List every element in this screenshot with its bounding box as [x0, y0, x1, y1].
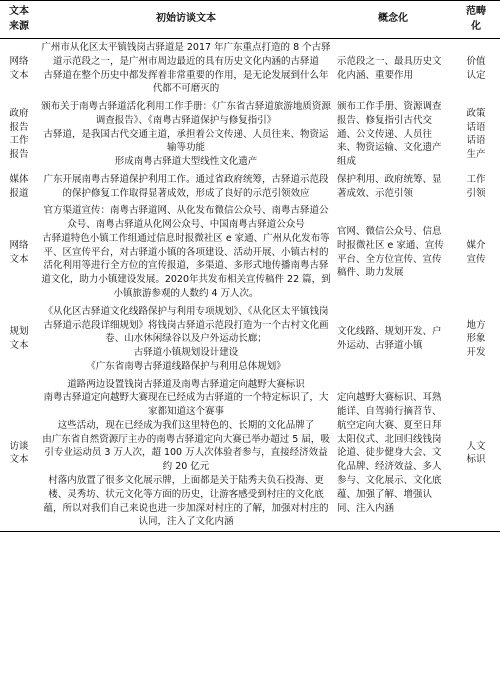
- text-cell: 广州市从化区太平镇钱岗古驿道是 2017 年广东重点打造的 8 个古驿道示范段之一，是广州市周边最近的具有历史文化内涵的古驿道 古驿道在整个历史中都发挥着非常重要的作用，是无论发展到什么年代都不可磨灭的: [41, 42, 331, 95]
- table-row: [0, 202, 500, 302]
- table-row: [0, 171, 500, 203]
- source-cell: 政府 报告 工作 报告: [9, 107, 29, 161]
- text-cell: 《从化区古驿道文化线路保护与利用专项规划》、《从化区太平镇钱岗古驿道示范段详细规划》将钱岗古驿道示范段打造为一个古村文化画卷、山水休闲绿谷以及户外运动长廊； 古驿道小镇规划设计建设 《广东省南粤古驿道线路保护与利用总体规划》: [43, 305, 329, 372]
- header-row: [0, 1, 500, 39]
- table-row: [0, 98, 500, 171]
- category-cell: 政策 话语 话语 生产: [466, 107, 486, 161]
- text-cell: 颁布关于南粤古驿道活化利用工作手册：《广东省古驿道旅游地质资源调查报告》、《南粤古驿道保护与修复指引》 古驿道，是我国古代交通主道，承担着公文传递、人员往来、物资运输等功能 形成南粤古驿道大型线性文化遗产: [41, 101, 331, 168]
- table-row: [0, 376, 500, 532]
- source-cell: 网络 文本: [9, 55, 29, 81]
- text-cell: 道路两边设置钱岗古驿道及南粤古驿道定向越野大赛标识 南粤古驿道定向越野大赛现在已经成为古驿道的一个特定标识了，大家都知道这个赛事 这些活动，现在已经成为我们这里特色的、长期的文化品牌了 由广东省自然资源厅主办的南粤古驿道定向大赛已举办超过 5 届，吸引专业运动员 3 万人次，超 100 万人次体验者参与，直接经济效益约 20 亿元 村落内放置了很多文化展示牌，上面都是关于陆秀夫负石投海、更楼、灵秀坊、状元文化等方面的历史，让游客感受到村庄的文化底蕴，所以对我们自己来说也进一步加深对村庄的了解，加强对村庄的认同，注入了文化内涵: [38, 376, 334, 532]
- concept-cell: 示范段之一、最具历史文化内涵、重要作用: [337, 55, 442, 81]
- concept-cell: 文化线路、规划开发、户外运动、古驿道小镇: [337, 326, 442, 352]
- category-cell: 价值 认定: [466, 55, 486, 81]
- source-cell: 访谈 文本: [0, 376, 38, 532]
- source-cell: 媒体 报道: [9, 173, 29, 199]
- header-text: 初始访谈文本: [38, 1, 334, 39]
- concept-cell: 保护利用、政府统筹、显著成效、示范引领: [337, 173, 442, 199]
- category-cell: 媒介 宣传: [466, 239, 486, 265]
- header-source: 文本 来源: [0, 1, 38, 39]
- category-cell: 人文 标识: [452, 376, 500, 532]
- header-category: 范畴 化: [452, 1, 500, 39]
- table-row: [0, 303, 500, 376]
- text-cell: 广东开展南粤古驿道保护利用工作。通过省政府统筹，古驿道示范段的保护修复工作取得显著成效，形成了良好的示范引领效应: [43, 173, 329, 199]
- concept-cell: 颁布工作手册、资源调查报告、修复指引古代交通、公文传递、人员往来、物资运输、文化遗产组成: [337, 101, 442, 168]
- category-cell: 工作 引领: [466, 173, 486, 199]
- source-cell: 网络 文本: [9, 239, 29, 265]
- source-cell: 规划 文本: [9, 326, 29, 352]
- category-cell: 地方 形象 开发: [466, 319, 486, 359]
- table-row: [0, 39, 500, 99]
- header-concept: 概念化: [334, 1, 452, 39]
- concept-cell: 定向越野大赛标识、耳熟能详、自驾骑行摘苕节、航空定向大赛、夏至日拜太阳仪式、北回归线钱岗论道、徒步健身大会、文化品牌、经济效益、多人参与、文化展示、文化底蕴、加强了解、增强认同、注入内涵: [334, 376, 452, 532]
- concept-cell: 官网、微信公众号、信息时报微社区 e 家通、宣传平台、全方位宣传、宣传稿件、助力发展: [337, 226, 444, 279]
- text-cell: 官方渠道宣传：南粤古驿道网、从化发布微信公众号、南粤古驿道公众号、南粤古驿道从化网公众号、中国南粤古驿道公众号 古驿道特色小镇工作组通过信息时报微社区 e 家通、广州从化发布等平、区宣传平台，对古驿道小镇的各项建设、活动开展、小镇古村的活化利用等进行全方位的宣传报道，多渠道、多形式地传播南粤古驿道文化，助力小镇建设发展。2020年共发布相关宣传稿件 22 篇，到小镇旅游参观的人数约 4 万人次。: [41, 205, 331, 300]
